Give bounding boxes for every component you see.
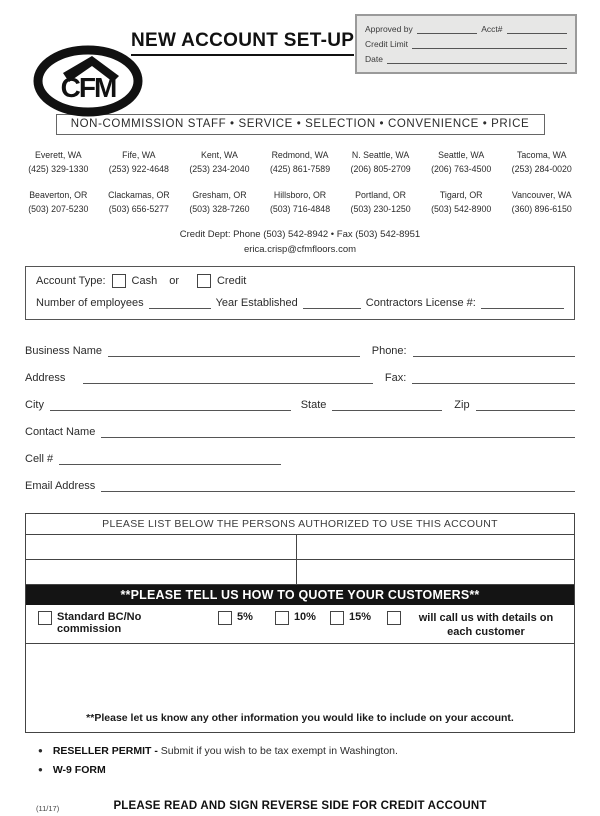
account-type-row <box>36 274 564 288</box>
location-phone: (206) 763-4500 <box>431 164 492 175</box>
quote-option-5 <box>218 611 253 625</box>
address-label: Address <box>25 371 66 384</box>
ten-percent-label: 10% <box>293 610 316 623</box>
business-name-field[interactable] <box>108 346 360 357</box>
reseller-permit-text <box>53 745 398 757</box>
five-percent-label: 5% <box>237 610 253 623</box>
fifteen-percent-checkbox[interactable] <box>330 611 344 625</box>
date-field[interactable] <box>387 53 567 64</box>
location-item <box>501 188 582 216</box>
will-call-checkbox[interactable] <box>387 611 401 625</box>
phone-field[interactable] <box>413 346 575 357</box>
location-phone: (206) 805-2709 <box>350 164 411 175</box>
location-phone: (425) 329-1330 <box>28 164 89 175</box>
ten-percent-checkbox[interactable] <box>275 611 289 625</box>
business-stats-row <box>36 297 564 309</box>
cell-field[interactable] <box>59 454 281 465</box>
contact-name-row <box>25 422 575 438</box>
cash-label: Cash <box>131 274 158 287</box>
city-label: City <box>25 398 44 411</box>
city-state-zip-row <box>25 395 575 411</box>
approval-row-1 <box>365 23 567 34</box>
approval-row-2 <box>365 38 567 49</box>
quote-option-call <box>387 611 566 640</box>
location-item <box>421 188 502 216</box>
location-city: N. Seattle, WA <box>351 150 410 160</box>
location-item <box>421 148 502 176</box>
location-city: Vancouver, WA <box>511 190 572 201</box>
bullet-icon: ● <box>38 746 43 756</box>
location-city: Everett, WA <box>34 150 82 160</box>
location-phone: (503) 656-5277 <box>108 204 169 215</box>
credit-dept-line: Credit Dept: Phone (503) 542-8942 • Fax (503) 542-8951 <box>179 229 421 241</box>
contact-name-label: Contact Name <box>25 425 96 438</box>
location-city: Tacoma, WA <box>516 150 567 160</box>
other-info-box[interactable] <box>26 644 574 732</box>
cfm-logo-icon <box>33 46 143 116</box>
credit-label: Credit <box>216 274 247 287</box>
state-label: State <box>300 398 327 411</box>
location-item <box>179 148 260 176</box>
location-phone: (503) 716-4848 <box>269 204 331 215</box>
standard-bc-checkbox[interactable] <box>38 611 52 625</box>
location-city: Beaverton, OR <box>29 190 88 201</box>
fax-label: Fax: <box>384 371 407 384</box>
email-row <box>25 476 575 492</box>
authorized-person-cell[interactable] <box>26 560 297 584</box>
bullet-icon: ● <box>38 765 43 775</box>
location-phone: (253) 922-4648 <box>108 164 169 175</box>
location-phone: (253) 284-0020 <box>511 164 572 175</box>
tagline-banner: NON-COMMISSION STAFF • SERVICE • SELECTION • CONVENIENCE • PRICE <box>56 114 545 135</box>
cfm-logo-text: CFM <box>60 72 116 103</box>
acct-number-field[interactable] <box>507 23 568 34</box>
quote-option-10 <box>275 611 316 625</box>
authorized-persons-table <box>25 513 575 734</box>
location-city: Tigard, OR <box>439 190 483 201</box>
location-item <box>99 148 180 176</box>
fifteen-percent-label: 15% <box>348 610 371 623</box>
zip-field[interactable] <box>476 400 575 411</box>
zip-label: Zip <box>454 398 470 411</box>
form-version: (11/17) <box>36 804 60 814</box>
phone-label: Phone: <box>371 344 407 357</box>
location-item <box>501 148 582 176</box>
locations-row-1 <box>18 148 582 176</box>
reseller-permit-desc: Submit if you wish to be tax exempt in Washington. <box>160 745 398 758</box>
bottom-line <box>0 800 600 816</box>
location-item <box>179 188 260 216</box>
page-title: NEW ACCOUNT SET-UP <box>131 30 354 56</box>
approval-row-3 <box>365 53 567 64</box>
location-item <box>18 148 99 176</box>
location-city: Seattle, WA <box>438 150 485 160</box>
acct-number-label: Acct# <box>481 24 503 34</box>
quote-option-15 <box>330 611 371 625</box>
credit-limit-label: Credit Limit <box>365 39 408 49</box>
location-phone: (503) 207-5230 <box>28 204 89 215</box>
credit-dept-info <box>0 228 600 257</box>
other-info-note: **Please let us know any other information you would like to include on your account. <box>86 712 514 725</box>
authorized-persons-header: PLEASE LIST BELOW THE PERSONS AUTHORIZED TO USE THIS ACCOUNT <box>26 514 574 535</box>
location-phone: (425) 861-7589 <box>269 164 331 175</box>
cell-label: Cell # <box>25 452 54 465</box>
email-address-field[interactable] <box>101 481 575 492</box>
form-header <box>0 0 600 112</box>
location-city: Gresham, OR <box>192 190 247 201</box>
address-row <box>25 368 575 384</box>
contact-name-field[interactable] <box>101 427 575 438</box>
city-field[interactable] <box>50 400 291 411</box>
year-established-label: Year Established <box>215 296 298 309</box>
cash-checkbox[interactable] <box>112 274 126 288</box>
credit-limit-field[interactable] <box>412 38 567 49</box>
contractors-license-field[interactable] <box>481 298 564 309</box>
email-address-label: Email Address <box>25 479 96 492</box>
location-city: Clackamas, OR <box>108 190 170 201</box>
locations-list <box>18 148 582 216</box>
location-city: Kent, WA <box>201 150 238 160</box>
footer-requirements <box>38 745 600 776</box>
will-call-label: will call us with details on each customer <box>418 611 554 639</box>
quote-options-row <box>26 605 574 645</box>
contractors-license-label: Contractors License #: <box>365 296 476 309</box>
authorized-person-row-2 <box>26 560 574 585</box>
employees-label: Number of employees <box>36 296 144 309</box>
location-city: Portland, OR <box>355 190 407 201</box>
locations-row-2 <box>18 188 582 216</box>
read-sign-note: PLEASE READ AND SIGN REVERSE SIDE FOR CREDIT ACCOUNT <box>113 800 487 813</box>
location-phone: (360) 896-6150 <box>511 204 572 215</box>
approved-by-field[interactable] <box>417 23 478 34</box>
five-percent-checkbox[interactable] <box>218 611 232 625</box>
location-city: Redmond, WA <box>271 150 329 160</box>
approved-by-label: Approved by <box>365 24 413 34</box>
location-item <box>340 188 421 216</box>
business-name-label: Business Name <box>25 344 103 357</box>
business-name-row <box>25 341 575 357</box>
location-city: Fife, WA <box>122 150 156 160</box>
standard-bc-label: Standard BC/No commission <box>57 610 142 635</box>
year-established-field[interactable] <box>303 298 361 309</box>
location-phone: (503) 542-8900 <box>431 204 492 215</box>
location-phone: (503) 230-1250 <box>350 204 411 215</box>
fax-field[interactable] <box>412 373 575 384</box>
authorized-person-cell[interactable] <box>297 560 574 584</box>
authorized-person-row-1 <box>26 535 574 560</box>
location-item <box>99 188 180 216</box>
or-label: or <box>169 274 179 287</box>
authorized-person-cell[interactable] <box>297 535 574 559</box>
w9-form-item <box>38 764 600 776</box>
employees-field[interactable] <box>149 298 211 309</box>
authorized-person-cell[interactable] <box>26 535 297 559</box>
cell-row <box>25 449 575 465</box>
location-phone: (503) 328-7260 <box>189 204 250 215</box>
business-info-section <box>25 341 575 492</box>
account-type-label: Account Type: <box>36 274 106 287</box>
location-phone: (253) 234-2040 <box>189 164 250 175</box>
state-field[interactable] <box>332 400 442 411</box>
w9-form-label: W-9 FORM <box>52 764 106 777</box>
reseller-permit-label: RESELLER PERMIT - <box>52 745 158 758</box>
reseller-permit-item <box>38 745 600 757</box>
location-item <box>340 148 421 176</box>
location-city: Hillsboro, OR <box>273 190 327 201</box>
location-item <box>260 188 341 216</box>
location-item <box>260 148 341 176</box>
quote-option-standard <box>38 611 176 635</box>
address-field[interactable] <box>83 373 373 384</box>
approval-box <box>355 14 577 74</box>
location-item <box>18 188 99 216</box>
quote-customers-banner: **PLEASE TELL US HOW TO QUOTE YOUR CUSTOMERS** <box>26 585 574 605</box>
credit-checkbox[interactable] <box>197 274 211 288</box>
credit-dept-email: erica.crisp@cfmfloors.com <box>243 243 357 255</box>
date-label: Date <box>365 54 383 64</box>
account-type-box <box>25 266 575 320</box>
